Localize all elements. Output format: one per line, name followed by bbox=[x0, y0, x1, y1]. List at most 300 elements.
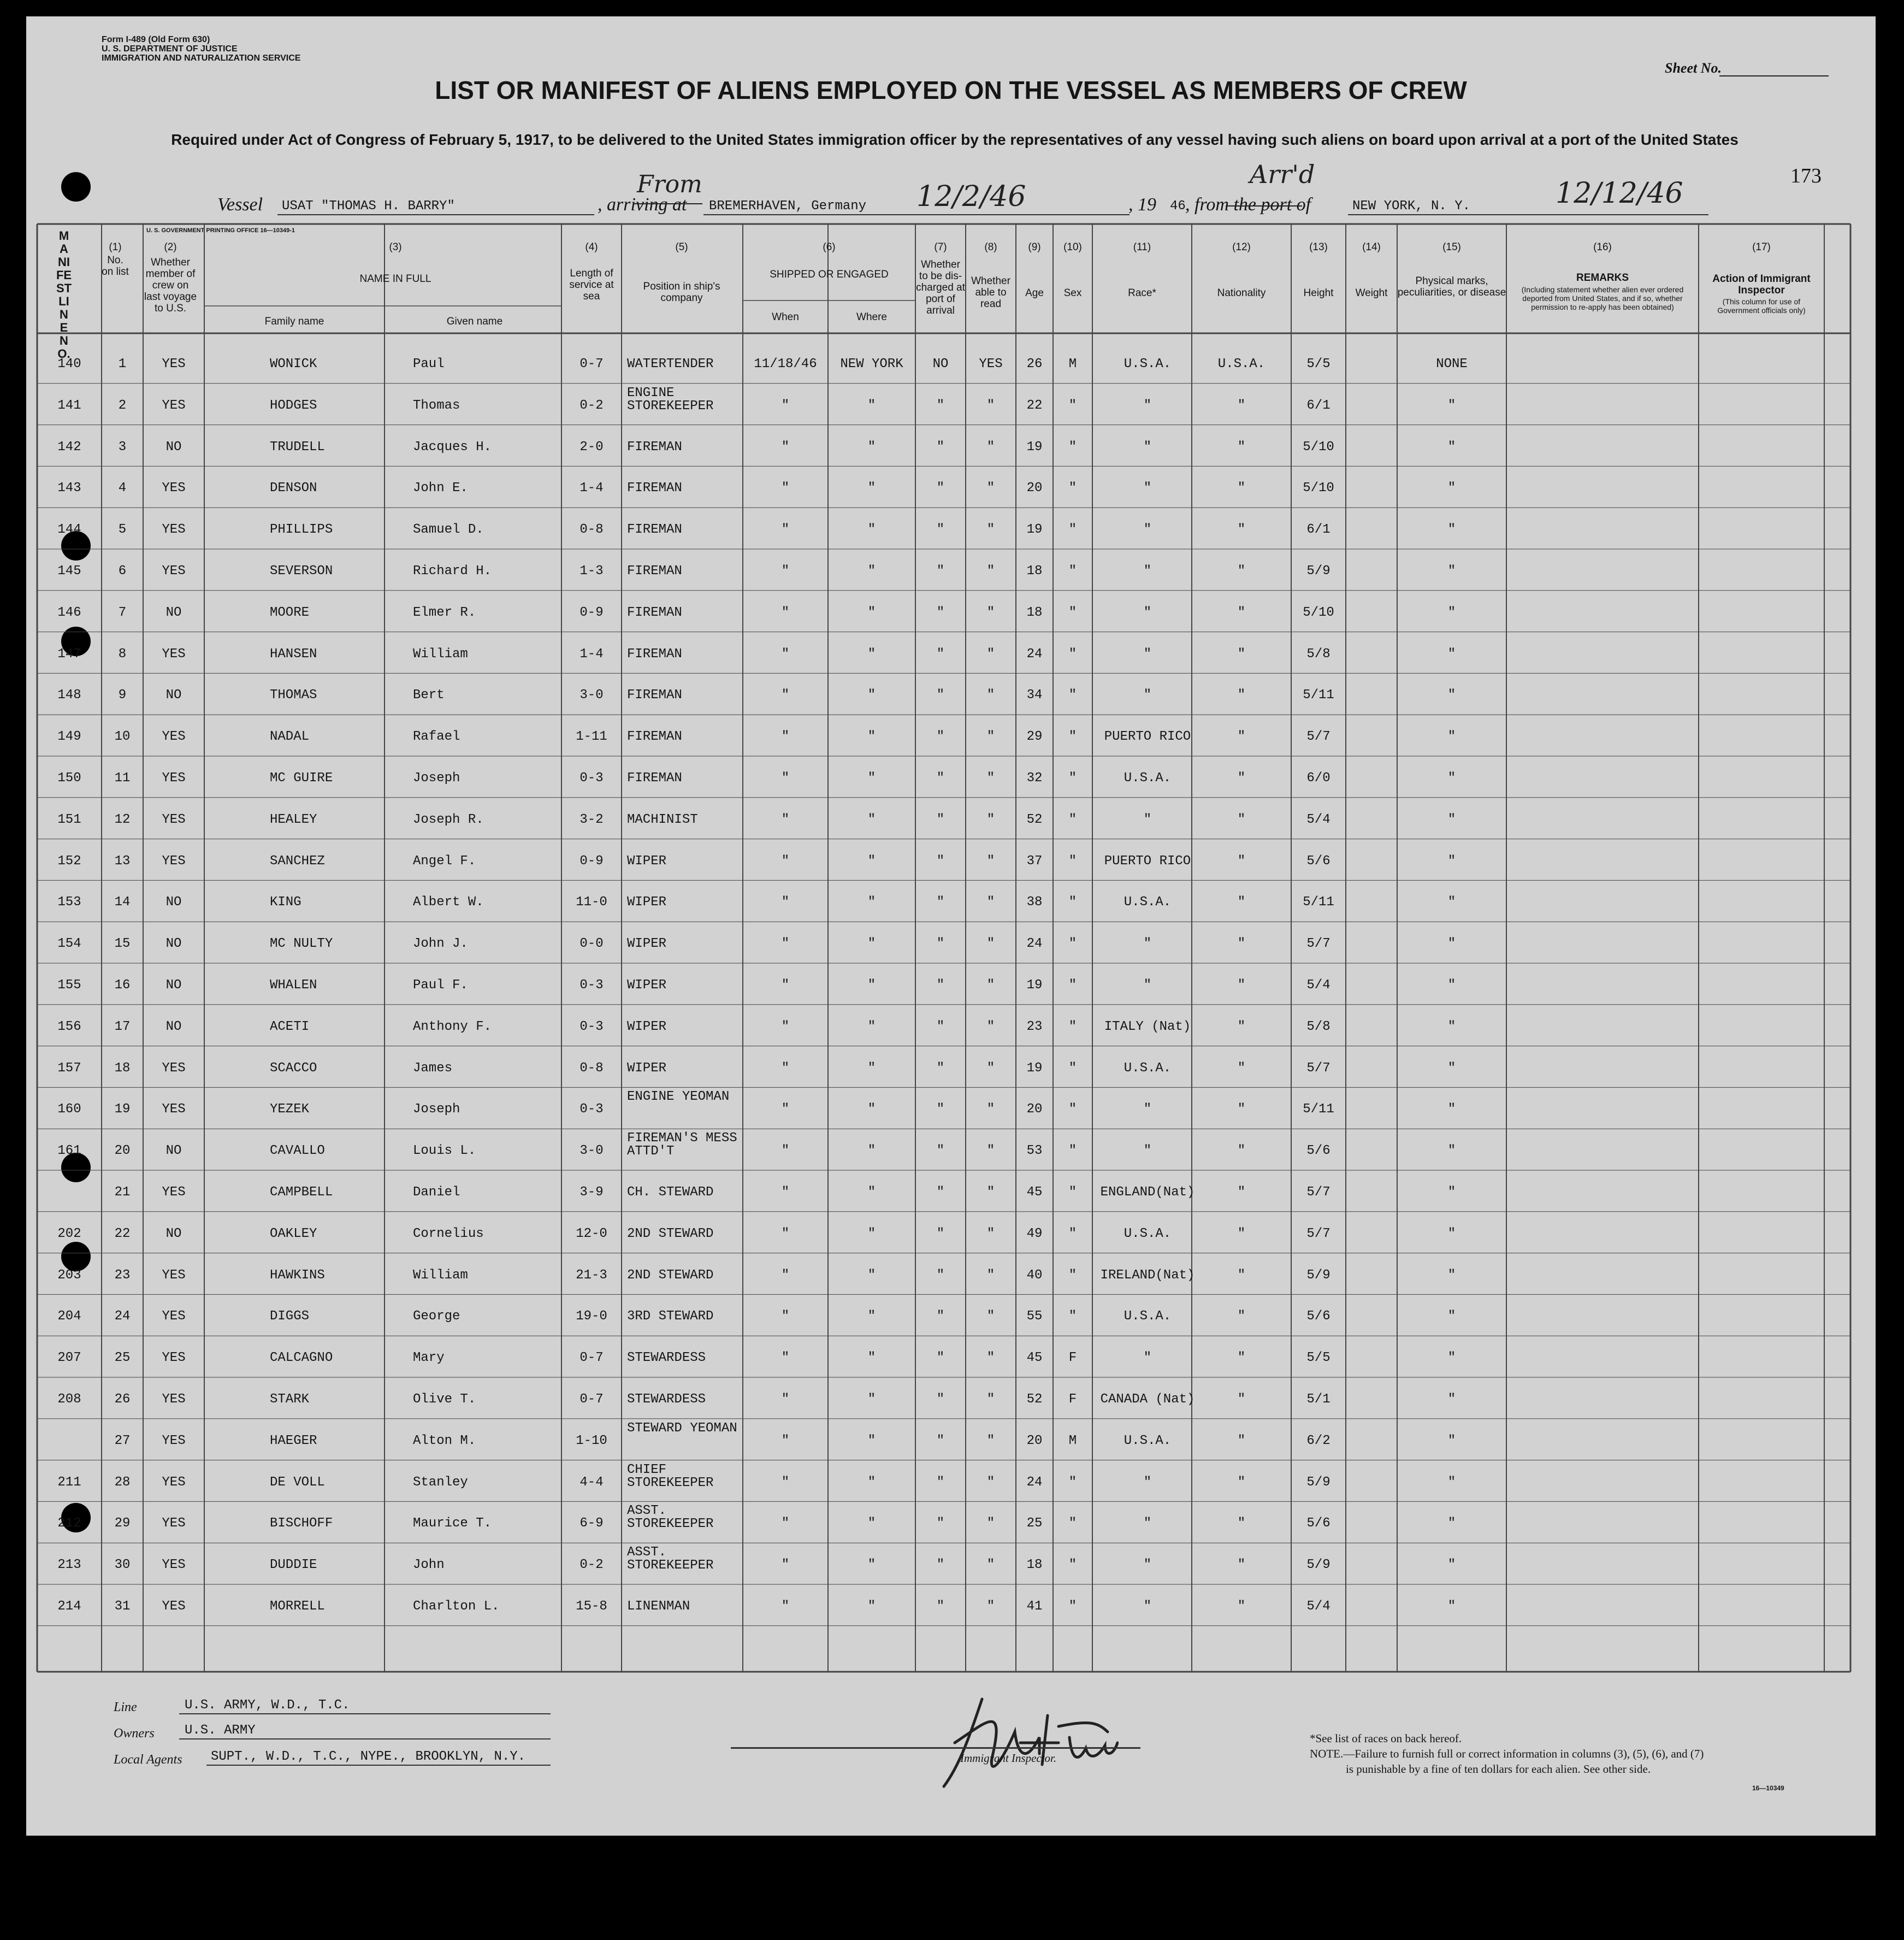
cell-member: YES bbox=[162, 1309, 186, 1324]
cell-height: 5/10 bbox=[1303, 481, 1334, 496]
cell-discharged: " bbox=[936, 522, 945, 538]
cell-where: NEW YORK bbox=[840, 357, 903, 372]
cell-age: 18 bbox=[1026, 605, 1043, 620]
cell-discharged: " bbox=[936, 729, 945, 745]
cell-when: " bbox=[781, 771, 790, 786]
cell-able-read: " bbox=[986, 1558, 995, 1573]
cell-when: " bbox=[781, 1516, 790, 1531]
cell-service: 0-0 bbox=[580, 936, 604, 952]
cell-height: 6/2 bbox=[1306, 1433, 1331, 1448]
cell-physical-marks: " bbox=[1447, 1475, 1456, 1490]
date-handwritten-1: 12/2/46 bbox=[916, 180, 1026, 213]
cell-given-name: Joseph R. bbox=[413, 812, 484, 827]
cell-member: YES bbox=[162, 357, 186, 372]
cell-service: 3-0 bbox=[580, 1143, 604, 1159]
cell-able-read: " bbox=[986, 1019, 995, 1034]
cell-age: 38 bbox=[1026, 895, 1043, 910]
cell-given-name: Rafael bbox=[413, 729, 460, 745]
cell-no-on-list: 23 bbox=[114, 1267, 131, 1283]
cell-nationality: " bbox=[1237, 1558, 1246, 1573]
cell-sex: " bbox=[1068, 1309, 1077, 1324]
cell-physical-marks: " bbox=[1447, 978, 1456, 993]
cell-nationality: " bbox=[1237, 853, 1246, 869]
cell-nationality: " bbox=[1237, 936, 1246, 952]
cell-when: " bbox=[781, 853, 790, 869]
cell-no-on-list: 10 bbox=[114, 729, 131, 745]
cell-where: " bbox=[867, 729, 876, 745]
cell-sex: " bbox=[1068, 1185, 1077, 1200]
cell-manifest-no: 142 bbox=[57, 439, 81, 455]
cell-race: " bbox=[1143, 439, 1152, 455]
cell-race: U.S.A. bbox=[1124, 357, 1172, 372]
cell-discharged: " bbox=[936, 688, 945, 703]
cell-manifest-no: 213 bbox=[57, 1558, 81, 1573]
cell-member: NO bbox=[165, 895, 182, 910]
cell-height: 5/6 bbox=[1306, 1309, 1331, 1324]
cell-able-read: " bbox=[986, 936, 995, 952]
cell-given-name: Louis L. bbox=[413, 1143, 476, 1159]
cell-able-read: " bbox=[986, 853, 995, 869]
cell-sex: " bbox=[1068, 1558, 1077, 1573]
header-num-1: (1) bbox=[109, 241, 122, 253]
cell-given-name: Richard H. bbox=[413, 564, 492, 579]
cell-discharged: " bbox=[936, 1516, 945, 1531]
cell-where: " bbox=[867, 1516, 876, 1531]
cell-service: 2-0 bbox=[580, 439, 604, 455]
cell-physical-marks: " bbox=[1447, 1267, 1456, 1283]
vessel-label: Vessel bbox=[217, 194, 263, 215]
note-races: *See list of races on back hereof. bbox=[1310, 1732, 1462, 1745]
cell-nationality: " bbox=[1237, 812, 1246, 827]
cell-age: 20 bbox=[1026, 481, 1043, 496]
cell-position: STEWARDESS bbox=[627, 1392, 706, 1407]
cell-age: 29 bbox=[1026, 729, 1043, 745]
cell-nationality: " bbox=[1237, 605, 1246, 620]
header-where: Where bbox=[856, 311, 887, 323]
cell-nationality: " bbox=[1237, 1309, 1246, 1324]
cell-given-name: Daniel bbox=[413, 1185, 460, 1200]
cell-no-on-list: 12 bbox=[114, 812, 131, 827]
cell-race: " bbox=[1143, 564, 1152, 579]
cell-sex: M bbox=[1068, 357, 1077, 372]
cell-physical-marks: " bbox=[1447, 729, 1456, 745]
cell-nationality: " bbox=[1237, 1185, 1246, 1200]
cell-discharged: " bbox=[936, 812, 945, 827]
header-length-service: Length of service at sea bbox=[569, 268, 614, 302]
cell-given-name: Cornelius bbox=[413, 1226, 484, 1241]
header-shipped: SHIPPED OR ENGAGED bbox=[770, 269, 889, 280]
cell-service: 0-3 bbox=[580, 771, 604, 786]
cell-no-on-list: 14 bbox=[114, 895, 131, 910]
cell-discharged: " bbox=[936, 936, 945, 952]
cell-member: YES bbox=[162, 853, 186, 869]
header-num-15: (15) bbox=[1442, 241, 1461, 253]
cell-member: YES bbox=[162, 1558, 186, 1573]
cell-manifest-no: 211 bbox=[57, 1475, 81, 1490]
cell-position: ENGINE STOREKEEPER bbox=[627, 385, 714, 414]
cell-physical-marks: " bbox=[1447, 1226, 1456, 1241]
cell-service: 0-7 bbox=[580, 357, 604, 372]
cell-family-name: TRUDELL bbox=[270, 439, 325, 455]
header-physical: Physical marks, peculiarities, or disease bbox=[1397, 275, 1506, 298]
cell-where: " bbox=[867, 1599, 876, 1614]
cell-service: 0-9 bbox=[580, 605, 604, 620]
printing-office-line: U. S. GOVERNMENT PRINTING OFFICE 16—10349-1 bbox=[146, 227, 295, 234]
cell-given-name: Albert W. bbox=[413, 895, 484, 910]
cell-race: " bbox=[1143, 936, 1152, 952]
cell-service: 3-9 bbox=[580, 1185, 604, 1200]
cell-where: " bbox=[867, 1267, 876, 1283]
cell-nationality: " bbox=[1237, 688, 1246, 703]
cell-service: 1-11 bbox=[576, 729, 607, 745]
cell-when: " bbox=[781, 1599, 790, 1614]
cell-no-on-list: 13 bbox=[114, 853, 131, 869]
cell-discharged: " bbox=[936, 978, 945, 993]
cell-member: YES bbox=[162, 564, 186, 579]
cell-age: 20 bbox=[1026, 1433, 1043, 1448]
cell-discharged: " bbox=[936, 1019, 945, 1034]
cell-no-on-list: 31 bbox=[114, 1599, 131, 1614]
cell-where: " bbox=[867, 646, 876, 662]
header-num-6: (6) bbox=[823, 241, 836, 253]
cell-nationality: " bbox=[1237, 1019, 1246, 1034]
cell-race: " bbox=[1143, 1599, 1152, 1614]
cell-physical-marks: " bbox=[1447, 398, 1456, 413]
cell-no-on-list: 16 bbox=[114, 978, 131, 993]
cell-discharged: " bbox=[936, 1433, 945, 1448]
cell-member: YES bbox=[162, 812, 186, 827]
cell-service: 0-3 bbox=[580, 1019, 604, 1034]
department-name: U. S. DEPARTMENT OF JUSTICE bbox=[102, 44, 238, 54]
cell-physical-marks: " bbox=[1447, 1143, 1456, 1159]
cell-discharged: " bbox=[936, 1558, 945, 1573]
cell-race: " bbox=[1143, 1351, 1152, 1366]
cell-physical-marks: " bbox=[1447, 1558, 1456, 1573]
cell-able-read: " bbox=[986, 1351, 995, 1366]
cell-when: " bbox=[781, 1060, 790, 1076]
cell-sex: " bbox=[1068, 646, 1077, 662]
cell-able-read: YES bbox=[979, 357, 1003, 372]
cell-sex: " bbox=[1068, 771, 1077, 786]
cell-position: FIREMAN bbox=[627, 564, 682, 579]
cell-discharged: " bbox=[936, 481, 945, 496]
cell-nationality: " bbox=[1237, 564, 1246, 579]
arrival-handwritten: Arr'd bbox=[1250, 160, 1315, 189]
cell-family-name: THOMAS bbox=[270, 688, 317, 703]
cell-family-name: ACETI bbox=[270, 1019, 310, 1034]
inspector-label: Immigrant Inspector. bbox=[960, 1752, 1057, 1765]
cell-when: " bbox=[781, 564, 790, 579]
cell-race: " bbox=[1143, 522, 1152, 538]
header-discharged: Whether to be dis-charged at port of arrival bbox=[916, 259, 965, 316]
cell-age: 22 bbox=[1026, 398, 1043, 413]
cell-discharged: " bbox=[936, 1351, 945, 1366]
cell-given-name: Paul bbox=[413, 357, 445, 372]
cell-position: WIPER bbox=[627, 978, 667, 993]
agents-label: Local Agents bbox=[114, 1753, 182, 1767]
cell-no-on-list: 26 bbox=[114, 1392, 131, 1407]
cell-sex: " bbox=[1068, 564, 1077, 579]
cell-position: FIREMAN bbox=[627, 522, 682, 538]
header-given-name: Given name bbox=[446, 316, 503, 327]
cell-no-on-list: 9 bbox=[118, 688, 127, 703]
header-num-4: (4) bbox=[585, 241, 598, 253]
cell-where: " bbox=[867, 895, 876, 910]
cell-nationality: " bbox=[1237, 771, 1246, 786]
cell-able-read: " bbox=[986, 978, 995, 993]
cell-member: YES bbox=[162, 729, 186, 745]
cell-sex: " bbox=[1068, 1267, 1077, 1283]
cell-given-name: Charlton L. bbox=[413, 1599, 500, 1614]
cell-member: YES bbox=[162, 1351, 186, 1366]
header-nationality: Nationality bbox=[1217, 287, 1266, 299]
cell-manifest-no: 148 bbox=[57, 688, 81, 703]
cell-age: 24 bbox=[1026, 936, 1043, 952]
cell-member: NO bbox=[165, 978, 182, 993]
cell-height: 5/6 bbox=[1306, 1143, 1331, 1159]
cell-manifest-no: 144 bbox=[57, 522, 81, 538]
cell-position: ASST. STOREKEEPER bbox=[627, 1545, 714, 1573]
cell-given-name: Joseph bbox=[413, 1102, 460, 1117]
cell-when: " bbox=[781, 605, 790, 620]
cell-no-on-list: 2 bbox=[118, 398, 127, 413]
cell-nationality: " bbox=[1237, 646, 1246, 662]
cell-nationality: " bbox=[1237, 978, 1246, 993]
cell-age: 19 bbox=[1026, 978, 1043, 993]
cell-where: " bbox=[867, 439, 876, 455]
cell-no-on-list: 27 bbox=[114, 1433, 131, 1448]
cell-when: " bbox=[781, 1019, 790, 1034]
cell-sex: " bbox=[1068, 439, 1077, 455]
sheet-no-label: Sheet No. bbox=[1665, 60, 1722, 76]
header-num-2: (2) bbox=[164, 241, 177, 253]
cell-service: 0-9 bbox=[580, 853, 604, 869]
cell-nationality: " bbox=[1237, 1060, 1246, 1076]
cell-discharged: " bbox=[936, 853, 945, 869]
cell-when: " bbox=[781, 398, 790, 413]
cell-where: " bbox=[867, 522, 876, 538]
cell-family-name: WHALEN bbox=[270, 978, 317, 993]
date-handwritten-2: 12/12/46 bbox=[1556, 177, 1683, 210]
cell-where: " bbox=[867, 1351, 876, 1366]
cell-service: 0-2 bbox=[580, 398, 604, 413]
cell-family-name: HAWKINS bbox=[270, 1267, 325, 1283]
cell-where: " bbox=[867, 1060, 876, 1076]
cell-where: " bbox=[867, 1558, 876, 1573]
cell-height: 5/6 bbox=[1306, 1516, 1331, 1531]
cell-given-name: Alton M. bbox=[413, 1433, 476, 1448]
cell-height: 6/0 bbox=[1306, 771, 1331, 786]
cell-nationality: " bbox=[1237, 1102, 1246, 1117]
cell-no-on-list: 29 bbox=[114, 1516, 131, 1531]
cell-race: U.S.A. bbox=[1124, 1060, 1172, 1076]
cell-given-name: James bbox=[413, 1060, 453, 1076]
cell-position: MACHINIST bbox=[627, 812, 698, 827]
header-num-12: (12) bbox=[1232, 241, 1251, 253]
cell-race: " bbox=[1143, 1516, 1152, 1531]
cell-discharged: " bbox=[936, 564, 945, 579]
cell-service: 0-7 bbox=[580, 1392, 604, 1407]
cell-sex: " bbox=[1068, 398, 1077, 413]
cell-able-read: " bbox=[986, 1143, 995, 1159]
cell-age: 25 bbox=[1026, 1516, 1043, 1531]
cell-member: NO bbox=[165, 1143, 182, 1159]
cell-physical-marks: " bbox=[1447, 895, 1456, 910]
cell-able-read: " bbox=[986, 688, 995, 703]
cell-manifest-no: 152 bbox=[57, 853, 81, 869]
footer-code: 16—10349 bbox=[1752, 1784, 1784, 1792]
cell-member: YES bbox=[162, 1102, 186, 1117]
cell-discharged: " bbox=[936, 1392, 945, 1407]
cell-family-name: BISCHOFF bbox=[270, 1516, 333, 1531]
cell-sex: " bbox=[1068, 688, 1077, 703]
cell-service: 1-3 bbox=[580, 564, 604, 579]
cell-race: U.S.A. bbox=[1124, 1433, 1172, 1448]
cell-service: 6-9 bbox=[580, 1516, 604, 1531]
cell-race: " bbox=[1143, 1102, 1152, 1117]
cell-member: YES bbox=[162, 1433, 186, 1448]
cell-manifest-no: 203 bbox=[57, 1267, 81, 1283]
cell-nationality: " bbox=[1237, 522, 1246, 538]
cell-service: 0-3 bbox=[580, 978, 604, 993]
cell-able-read: " bbox=[986, 605, 995, 620]
cell-family-name: DIGGS bbox=[270, 1309, 310, 1324]
cell-able-read: " bbox=[986, 439, 995, 455]
cell-position: WIPER bbox=[627, 853, 667, 869]
cell-able-read: " bbox=[986, 1185, 995, 1200]
cell-discharged: " bbox=[936, 1599, 945, 1614]
cell-when: " bbox=[781, 812, 790, 827]
cell-height: 5/8 bbox=[1306, 646, 1331, 662]
cell-when: " bbox=[781, 1102, 790, 1117]
cell-age: 55 bbox=[1026, 1309, 1043, 1324]
cell-family-name: KING bbox=[270, 895, 301, 910]
cell-position: CH. STEWARD bbox=[627, 1185, 714, 1200]
cell-where: " bbox=[867, 1102, 876, 1117]
cell-sex: " bbox=[1068, 1516, 1077, 1531]
cell-given-name: Stanley bbox=[413, 1475, 468, 1490]
cell-when: " bbox=[781, 936, 790, 952]
cell-no-on-list: 8 bbox=[118, 646, 127, 662]
cell-manifest-no: 155 bbox=[57, 978, 81, 993]
cell-position: FIREMAN'S MESS ATTD'T bbox=[627, 1131, 737, 1159]
cell-race: " bbox=[1143, 688, 1152, 703]
cell-discharged: " bbox=[936, 605, 945, 620]
cell-age: 24 bbox=[1026, 646, 1043, 662]
cell-member: YES bbox=[162, 522, 186, 538]
cell-no-on-list: 17 bbox=[114, 1019, 131, 1034]
cell-member: YES bbox=[162, 1516, 186, 1531]
cell-when: " bbox=[781, 1392, 790, 1407]
cell-no-on-list: 6 bbox=[118, 564, 127, 579]
cell-service: 15-8 bbox=[576, 1599, 607, 1614]
arriving-at-label: , arriving at bbox=[598, 194, 687, 215]
cell-given-name: Angel F. bbox=[413, 853, 476, 869]
header-action-note: (This column for use of Government officials only) bbox=[1717, 297, 1806, 315]
cell-able-read: " bbox=[986, 522, 995, 538]
cell-discharged: " bbox=[936, 1102, 945, 1117]
cell-nationality: " bbox=[1237, 1392, 1246, 1407]
cell-service: 0-3 bbox=[580, 1102, 604, 1117]
cell-given-name: John E. bbox=[413, 481, 468, 496]
header-height: Height bbox=[1303, 287, 1334, 299]
cell-when: " bbox=[781, 895, 790, 910]
header-able-read: Whether able to read bbox=[971, 275, 1010, 310]
cell-height: 5/5 bbox=[1306, 1351, 1331, 1366]
cell-race: " bbox=[1143, 812, 1152, 827]
cell-height: 6/1 bbox=[1306, 522, 1331, 538]
cell-when: " bbox=[781, 1475, 790, 1490]
cell-member: YES bbox=[162, 1267, 186, 1283]
cell-member: NO bbox=[165, 688, 182, 703]
cell-sex: " bbox=[1068, 895, 1077, 910]
cell-able-read: " bbox=[986, 1226, 995, 1241]
cell-where: " bbox=[867, 1433, 876, 1448]
cell-given-name: John bbox=[413, 1558, 445, 1573]
cell-able-read: " bbox=[986, 481, 995, 496]
page-subtitle: Required under Act of Congress of February 5, 1917, to be delivered to the United States immigration officer by the representatives of any vessel having such aliens on board upon arrival at a port of the United States bbox=[171, 131, 1739, 148]
cell-sex: " bbox=[1068, 522, 1077, 538]
cell-height: 5/11 bbox=[1303, 1102, 1334, 1117]
cell-physical-marks: " bbox=[1447, 1060, 1456, 1076]
cell-service: 1-4 bbox=[580, 481, 604, 496]
cell-able-read: " bbox=[986, 1516, 995, 1531]
cell-sex: " bbox=[1068, 812, 1077, 827]
cell-age: 23 bbox=[1026, 1019, 1043, 1034]
cell-member: YES bbox=[162, 1599, 186, 1614]
cell-able-read: " bbox=[986, 1102, 995, 1117]
cell-member: YES bbox=[162, 1392, 186, 1407]
cell-age: 53 bbox=[1026, 1143, 1043, 1159]
cell-member: YES bbox=[162, 646, 186, 662]
cell-height: 5/9 bbox=[1306, 1558, 1331, 1573]
line-value: U.S. ARMY, W.D., T.C. bbox=[185, 1698, 350, 1713]
cell-member: NO bbox=[165, 1226, 182, 1241]
cell-family-name: STARK bbox=[270, 1392, 310, 1407]
year-prefix: , 19 bbox=[1128, 194, 1156, 215]
cell-service: 0-8 bbox=[580, 522, 604, 538]
cell-sex: " bbox=[1068, 481, 1077, 496]
cell-physical-marks: " bbox=[1447, 1516, 1456, 1531]
cell-physical-marks: " bbox=[1447, 1392, 1456, 1407]
cell-no-on-list: 24 bbox=[114, 1309, 131, 1324]
cell-manifest-no: 146 bbox=[57, 605, 81, 620]
cell-given-name: Paul F. bbox=[413, 978, 468, 993]
cell-given-name: William bbox=[413, 646, 468, 662]
cell-position: FIREMAN bbox=[627, 729, 682, 745]
cell-manifest-no: 141 bbox=[57, 398, 81, 413]
cell-able-read: " bbox=[986, 895, 995, 910]
cell-age: 45 bbox=[1026, 1351, 1043, 1366]
cell-no-on-list: 5 bbox=[118, 522, 127, 538]
cell-age: 24 bbox=[1026, 1475, 1043, 1490]
cell-service: 1-10 bbox=[576, 1433, 607, 1448]
cell-given-name: Joseph bbox=[413, 771, 460, 786]
cell-family-name: MOORE bbox=[270, 605, 310, 620]
cell-service: 1-4 bbox=[580, 646, 604, 662]
cell-discharged: " bbox=[936, 1226, 945, 1241]
cell-when: " bbox=[781, 481, 790, 496]
header-family-name: Family name bbox=[264, 316, 324, 327]
header-num-3: (3) bbox=[389, 241, 402, 253]
header-num-10: (10) bbox=[1063, 241, 1082, 253]
header-no-on-list: No. on list bbox=[102, 255, 129, 278]
cell-race: " bbox=[1143, 646, 1152, 662]
cell-position: FIREMAN bbox=[627, 481, 682, 496]
cell-physical-marks: " bbox=[1447, 1599, 1456, 1614]
cell-given-name: John J. bbox=[413, 936, 468, 952]
cell-physical-marks: " bbox=[1447, 439, 1456, 455]
